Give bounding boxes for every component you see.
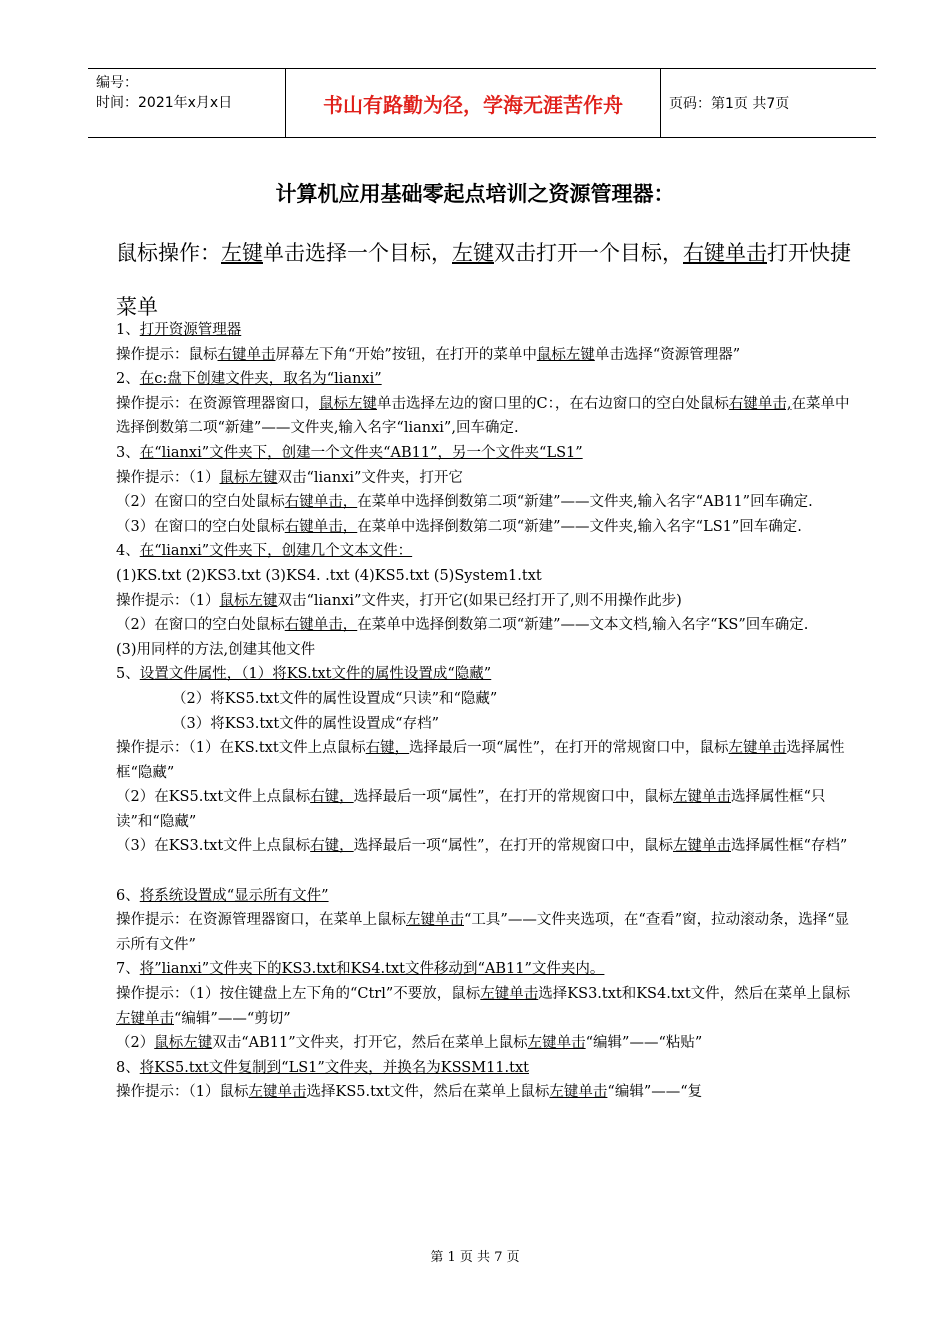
section-6-heading: 6、将系统设置成“显示所有文件” [116,887,329,904]
section-2-tip: 操作提示：在资源管理器窗口，鼠标左键单击选择左边的窗口里的C：，在右边窗口的空白处鼠标右键单击,在菜单中选择倒数第二项“新建”——文件夹,输入名字“lianxi”,回车确定. [116,395,850,437]
section-5-tip-1: 操作提示：（1）在KS.txt文件上点鼠标右键，选择最后一项“属性”，在打开的常规窗口中，鼠标左键单击选择属性框“隐藏” [116,740,845,781]
section-4-tip-3: (3)用同样的方法,创建其他文件 [116,641,316,658]
header-motto: 书山有路勤为径，学海无涯苦作舟 [286,69,661,137]
section-3-heading: 3、在“lianxi”文件夹下，创建一个文件夹“AB11”，另一个文件夹“LS1” [116,444,583,461]
section-4-tip-1: 操作提示：（1）鼠标左键双击“lianxi”文件夹，打开它(如果已经打开了,则不用操作此步) [116,592,682,609]
section-2-heading: 2、在c:盘下创建文件夹，取名为“lianxi” [116,371,382,388]
section-3-tip-1: 操作提示：（1）鼠标左键双击“lianxi”文件夹，打开它 [116,469,463,486]
header-meta [88,69,286,137]
section-8-heading: 8、将KS5.txt文件复制到“LS1”文件夹，并换名为KSSM11.txt [116,1059,529,1076]
section-5-sub-3: （3）将KS3.txt文件的属性设置成“存档” [172,715,439,732]
section-5-tip-2: （2）在KS5.txt文件上点鼠标右键，选择最后一项“属性”，在打开的常规窗口中，鼠标左键单击选择属性框“只读”和“隐藏” [116,789,826,830]
page-footer: 第 1 页 共 7 页 [430,1250,520,1265]
section-7-tip-2: （2）鼠标左键双击“AB11”文件夹，打开它，然后在菜单上鼠标左键单击“编辑”——“粘贴” [116,1035,703,1052]
section-6-tip: 操作提示：在资源管理器窗口，在菜单上鼠标左键单击“工具”——文件夹选项，在“查看”窗，拉动滚动条，选择“显示所有文件” [116,912,850,953]
section-3-tip-2: （2）在窗口的空白处鼠标右键单击，在菜单中选择倒数第二项“新建”——文件夹,输入名字“AB11”回车确定. [116,494,813,511]
document-body [116,318,852,1105]
section-1-tip: 操作提示：鼠标右键单击屏幕左下角“开始”按钮，在打开的菜单中鼠标左键单击选择“资源管理器” [116,346,741,363]
section-3-tip-3: （3）在窗口的空白处鼠标右键单击，在菜单中选择倒数第二项“新建”——文件夹,输入名字“LS1”回车确定. [116,518,802,535]
section-8-tip-1: 操作提示：（1）鼠标左键单击选择KS5.txt文件，然后在菜单上鼠标左键单击“编辑”——“复 [116,1084,703,1101]
section-5-sub-2: （2）将KS5.txt文件的属性设置成“只读”和“隐藏” [172,690,498,707]
intro-paragraph: 鼠标操作：左键单击选择一个目标，左键双击打开一个目标，右键单击打开快捷菜单 [116,241,851,319]
section-1-heading: 1、打开资源管理器 [116,322,242,338]
section-4-tip-2: （2）在窗口的空白处鼠标右键单击，在菜单中选择倒数第二项“新建”——文本文档,输入名字“KS”回车确定. [116,617,809,634]
section-5-heading: 5、设置文件属性，（1）将KS.txt文件的属性设置成“隐藏” [116,666,492,683]
document-title: 计算机应用基础零起点培训之资源管理器： [275,182,675,206]
section-4-heading: 4、在“lianxi”文件夹下，创建几个文本文件： [116,543,413,560]
page-header-table [88,68,876,138]
section-7-heading: 7、将”lianxi”文件夹下的KS3.txt和KS4.txt文件移动到“AB11”文件夹内。 [116,961,605,978]
paragraph-gap [116,859,852,884]
serial-label: 编号： [96,75,138,91]
section-7-tip-1: 操作提示：（1）按住键盘上左下角的“Ctrl”不要放，鼠标左键单击选择KS3.txt和KS4.txt文件，然后在菜单上鼠标左键单击“编辑”——“剪切” [116,986,851,1027]
section-4-files: (1)KS.txt (2)KS3.txt (3)KS4. .txt (4)KS5.txt (5)System1.txt [116,567,542,584]
header-page-label: 页码：第1页 共7页 [669,96,790,112]
time-label: 时间：2021年x月x日 [96,95,233,111]
section-5-tip-3: （3）在KS3.txt文件上点鼠标右键，选择最后一项“属性”，在打开的常规窗口中，鼠标左键单击选择属性框“存档” [116,838,848,855]
